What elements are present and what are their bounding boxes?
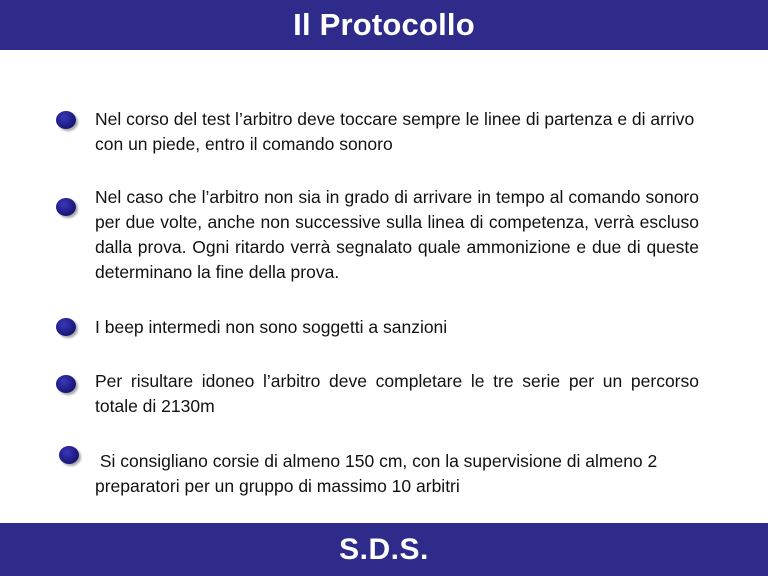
bullet-text: Per risultare idoneo l’arbitro deve completare le tre serie per un percorso totale di 2130m bbox=[95, 371, 699, 416]
bullet-text: Nel corso del test l’arbitro deve toccare sempre le linee di partenza e di arrivo con un piede, entro il comando sonoro bbox=[95, 109, 695, 154]
header-bar bbox=[0, 0, 768, 50]
bullet-text: I beep intermedi non sono soggetti a sanzioni bbox=[95, 317, 448, 337]
footer-label: S.D.S. bbox=[339, 532, 429, 566]
footer-bar bbox=[0, 523, 768, 576]
bullet-text: Si consigliano corsie di almeno 150 cm, con la supervisione di almeno 2 preparatori per un gruppo di massimo 10 arbitri bbox=[95, 451, 663, 496]
bullet-icon bbox=[59, 446, 79, 464]
bullet-icon bbox=[56, 198, 76, 216]
bullet-icon bbox=[56, 375, 76, 393]
slide-title: Il Protocollo bbox=[293, 7, 475, 42]
bullet-text: Nel caso che l’arbitro non sia in grado di arrivare in tempo al comando sonoro per due volte, anche non successive sulla linea di competenza, verrà escluso dalla prova. Ogni ritardo verrà segnalato quale ammonizione e due di queste determinano la fine della prova. bbox=[95, 187, 699, 282]
bullet-icon bbox=[56, 111, 76, 129]
bullet-icon bbox=[56, 318, 76, 336]
